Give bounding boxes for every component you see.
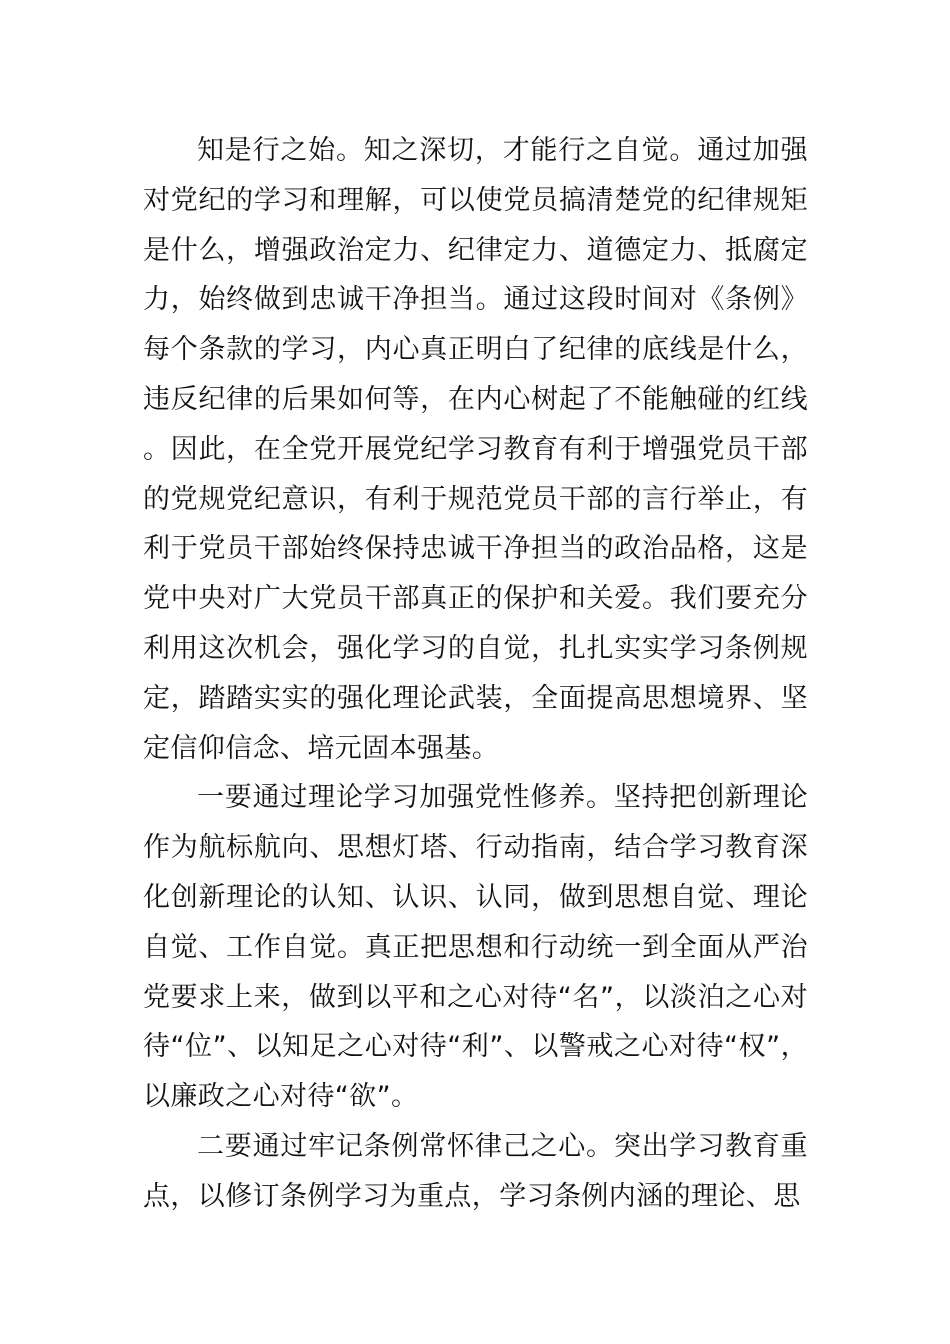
paragraph-intro: 知是行之始。知之深切，才能行之自觉。通过加强对党纪的学习和理解，可以使党员搞清楚党的纪律规矩是什么，增强政治定力、纪律定力、道德定力、抵腐定力，始终做到忠诚干净担当。通过这段时间对《条例》每个条款的学习，内心真正明白了纪律的底线是什么，违反纪律的后果如何等，在内心树起了不能触碰的红线。因此，在全党开展党纪学习教育有利于增强党员干部的党规党纪意识，有利于规范党员干部的言行举止，有利于党员干部始终保持忠诚干净担当的政治品格，这是党中央对广大党员干部真正的保护和关爱。我们要充分利用这次机会，强化学习的自觉，扎扎实实学习条例规定，踏踏实实的强化理论武装，全面提高思想境界、坚定信仰信念、培元固本强基。 [143, 135, 808, 764]
paragraph-point-two: 二要通过牢记条例常怀律己之心。突出学习教育重点，以修订条例学习为重点，学习条例内涵的理论、思 [143, 1130, 808, 1212]
document-body [143, 126, 808, 1222]
paragraph-point-one: 一要通过理论学习加强党性修养。坚持把创新理论作为航标航向、思想灯塔、行动指南，结合学习教育深化创新理论的认知、认识、认同，做到思想自觉、理论自觉、工作自觉。真正把思想和行动统一到全面从严治党要求上来，做到以平和之心对待“名”，以淡泊之心对待“位”、以知足之心对待“利”、以警戒之心对待“权”，以廉政之心对待“欲”。 [143, 782, 808, 1113]
